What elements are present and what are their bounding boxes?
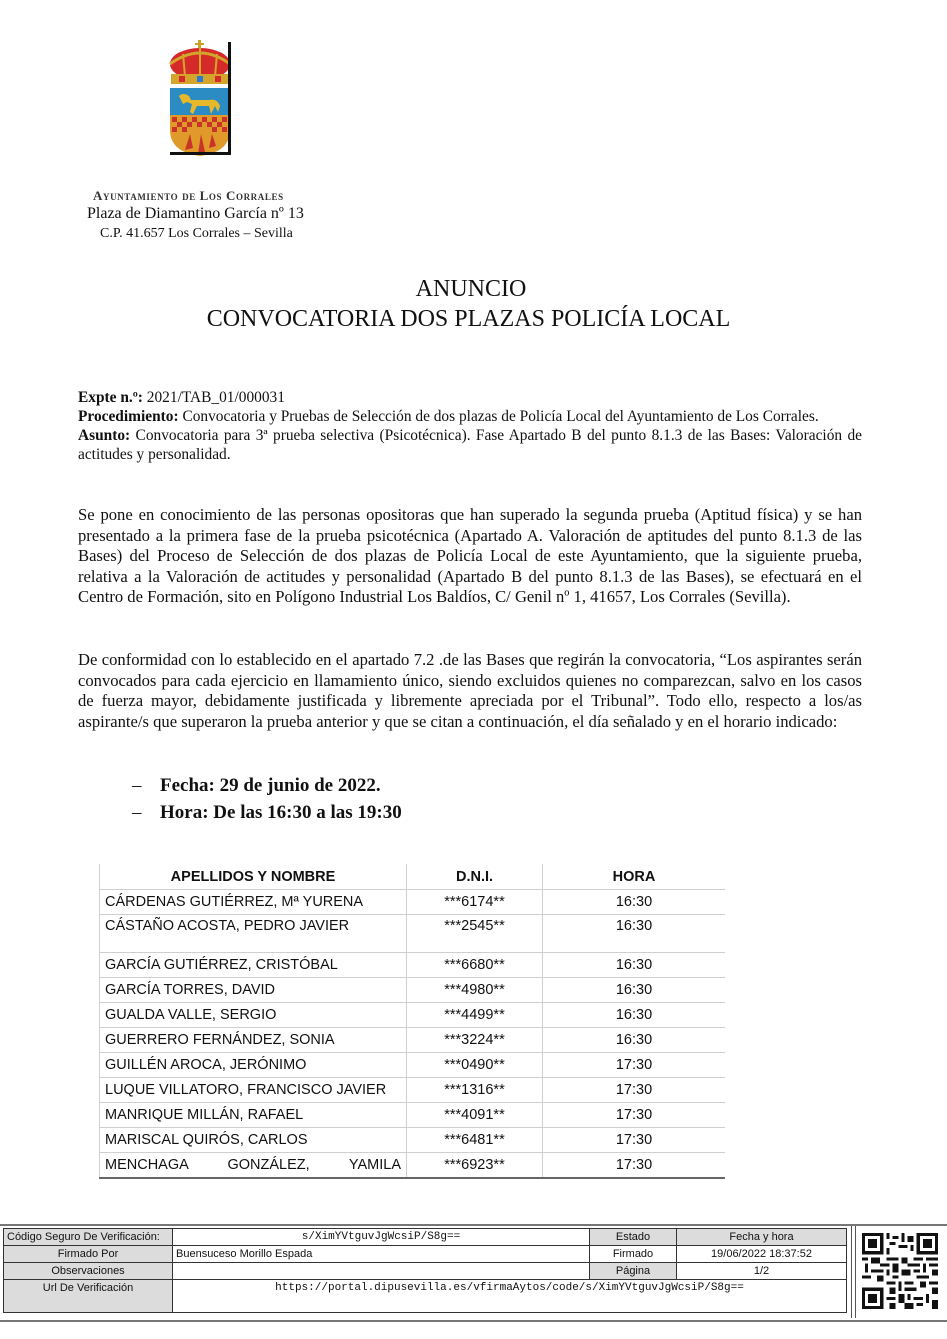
organization-address: Plaza de Diamantino García nº 13 bbox=[87, 205, 304, 222]
column-header-name: APELLIDOS Y NOMBRE bbox=[100, 864, 407, 890]
table-row: GARCÍA TORRES, DAVID ***4980** 16:30 bbox=[100, 978, 726, 1003]
verification-url[interactable]: https://portal.dipusevilla.es/vfirmaAytos/code/s/XimYVtguvJgWcsiP/S8g== bbox=[173, 1280, 847, 1313]
body-paragraph: De conformidad con lo establecido en el apartado 7.2 .de las Bases que regirán la convocatoria, “Los aspirantes serán convocados para cada ejercicio en llamamiento único, siendo excluidos quienes no comparezcan, salvo en los casos de fuerza mayor, debidamente justificada y libremente apreciada por el Tribunal”. Todo ello, respecto a los/as aspirante/s que superaron la prueba anterior y que se citan a continuación, el día señalado y en el horario indicado: bbox=[78, 650, 862, 731]
table-row: GUILLÉN AROCA, JERÓNIMO ***0490** 17:30 bbox=[100, 1053, 726, 1078]
estado-value: Firmado bbox=[590, 1246, 677, 1263]
document-subtitle: CONVOCATORIA DOS PLAZAS POLICÍA LOCAL bbox=[206, 306, 731, 332]
table-header-row bbox=[100, 864, 726, 890]
column-header-dni: D.N.I. bbox=[407, 864, 543, 890]
qr-code-icon[interactable] bbox=[862, 1232, 938, 1310]
table-row: GARCÍA GUTIÉRREZ, CRISTÓBAL ***6680** 16:30 bbox=[100, 953, 726, 978]
procedimiento-line: Procedimiento: Convocatoria y Pruebas de Selección de dos plazas de Policía Local del Ayuntamiento de Los Corrales. bbox=[78, 408, 819, 425]
verification-table bbox=[3, 1228, 847, 1313]
firmado-por-label: Firmado Por bbox=[4, 1246, 173, 1263]
crest-frame-line bbox=[170, 152, 231, 155]
body-paragraph: Se pone en conocimiento de las personas opositoras que han superado la segunda prueba (Aptitud física) y se han presentado a la primera fase de la prueba psicotécnica (Apartado A. Valoración de aptitudes del punto 8.1.3 de las Bases) del Proceso de Selección de dos plazas de Policía Local de este Ayuntamiento, que la siguiente prueba, relativa a la Valoración de actitudes y personalidad (Apartado B del punto 8.1.3 de las Bases), se efectuará en el Centro de Formación, sito en Polígono Industrial Los Baldíos, C/ Genil nº 1, 41657, Los Corrales (Sevilla). bbox=[78, 505, 862, 607]
column-header-hora: HORA bbox=[543, 864, 726, 890]
table-row: GUALDA VALLE, SERGIO ***4499** 16:30 bbox=[100, 1003, 726, 1028]
table-row: CÁRDENAS GUTIÉRREZ, Mª YURENA ***6174** 16:30 bbox=[100, 890, 726, 915]
observaciones-label: Observaciones bbox=[4, 1263, 173, 1280]
table-row: MANRIQUE MILLÁN, RAFAEL ***4091** 17:30 bbox=[100, 1103, 726, 1128]
fecha-label: Fecha y hora bbox=[677, 1229, 847, 1246]
asunto-line: Asunto: Convocatoria para 3ª prueba selectiva (Psicotécnica). Fase Apartado B del punto 8.1.3 de las Bases: Valoración de actitudes y personalidad. bbox=[78, 427, 862, 463]
csv-value: s/XimYVtguvJgWcsiP/S8g== bbox=[173, 1229, 590, 1246]
firmado-por-value: Buensuceso Morillo Espada bbox=[173, 1246, 590, 1263]
coat-of-arms-icon bbox=[165, 40, 235, 158]
document-title: ANUNCIO bbox=[415, 276, 527, 302]
pagina-label: Página bbox=[590, 1263, 677, 1280]
table-row: LUQUE VILLATORO, FRANCISCO JAVIER ***1316** 17:30 bbox=[100, 1078, 726, 1103]
file-metadata bbox=[78, 388, 862, 464]
expte-line: Expte n.º: 2021/TAB_01/000031 bbox=[78, 389, 285, 406]
candidates-table bbox=[99, 864, 725, 1179]
organization-name: Ayuntamiento de Los Corrales bbox=[93, 188, 284, 203]
footer-divider bbox=[851, 1226, 856, 1318]
date-item: – Fecha: 29 de junio de 2022. bbox=[132, 775, 381, 796]
url-label: Url De Verificación bbox=[4, 1280, 173, 1313]
table-row: CÁSTAÑO ACOSTA, PEDRO JAVIER ***2545** 16:30 bbox=[100, 915, 726, 953]
schedule-list bbox=[132, 772, 402, 826]
organization-postal: C.P. 41.657 Los Corrales – Sevilla bbox=[100, 226, 293, 241]
table-row: GUERRERO FERNÁNDEZ, SONIA ***3224** 16:30 bbox=[100, 1028, 726, 1053]
time-item: – Hora: De las 16:30 a las 19:30 bbox=[132, 802, 402, 823]
observaciones-value bbox=[173, 1263, 590, 1280]
fecha-value: 19/06/2022 18:37:52 bbox=[677, 1246, 847, 1263]
table-row: MARISCAL QUIRÓS, CARLOS ***6481** 17:30 bbox=[100, 1128, 726, 1153]
crest-frame-line bbox=[228, 42, 231, 154]
pagina-value: 1/2 bbox=[677, 1263, 847, 1280]
csv-label: Código Seguro De Verificación: bbox=[4, 1229, 173, 1246]
estado-label: Estado bbox=[590, 1229, 677, 1246]
table-row: MENCHAGA GONZÁLEZ, YAMILA ***6923** 17:30 bbox=[100, 1153, 726, 1179]
